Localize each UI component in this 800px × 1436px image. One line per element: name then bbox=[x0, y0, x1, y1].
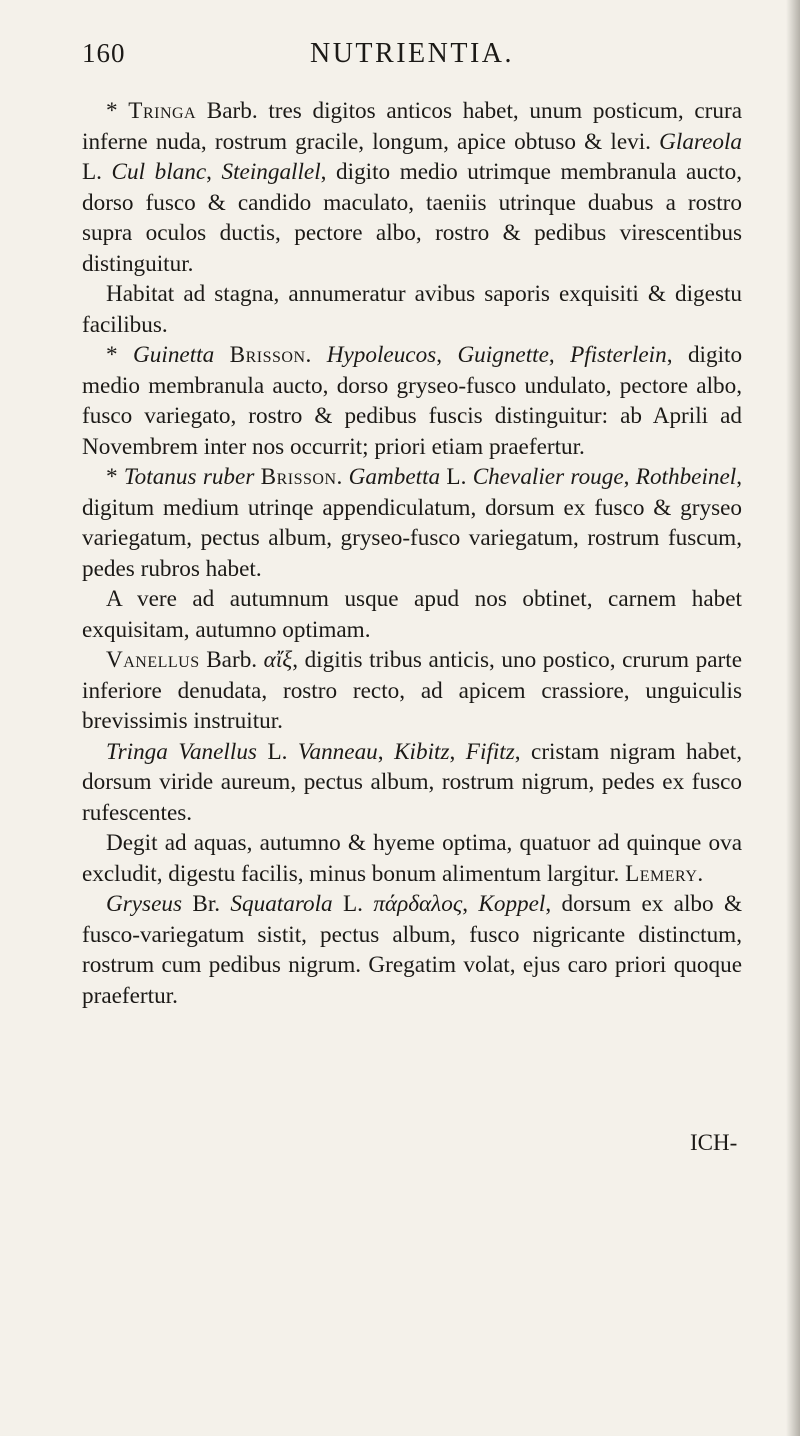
page-header bbox=[82, 38, 742, 78]
paragraph-vanellus: Vanellus Barb. αἴξ, digitis tribus anticis, uno postico, crurum parte inferiore denudata, rostro recto, ad apicem crassiore, unguiculis brevissimis instruitur. bbox=[82, 647, 743, 734]
paragraph-habitat: Habitat ad stagna, annumeratur avibus saporis exquisiti & digestu facilibus. bbox=[82, 281, 742, 338]
body-text bbox=[82, 96, 742, 1011]
running-title: NUTRIENTIA. bbox=[309, 38, 515, 69]
paragraph-gryseus: Gryseus Br. Squatarola L. πάρδαλος, Koppel, dorsum ex albo & fusco-variegatum sistit, pectus album, fusco nigricante distinctum, rostrum cum pedibus nigrum. Gregatim volat, ejus caro priori quoque praefertur. bbox=[82, 891, 742, 1009]
paragraph-tringa-vanellus: Tringa Vanellus L. Vanneau, Kibitz, Fifitz, cristam nigram habet, dorsum viride aureum, pectus album, rostrum nigrum, pedes ex fusco rufescentes. bbox=[82, 738, 742, 826]
paragraph-tringa: * Tringa Barb. tres digitos anticos habet, unum posticum, crura inferne nuda, rostrum gracile, longum, apice obtuso & levi. Glareola L. Cul blanc, Steingallel, digito medio utrimque membranula aucto, dorso fusco & candido maculato, taeniis utrinque duabus a rostro supra oculos ductis, pectore albo, rostro & pedibus virescentibus distinguitur. bbox=[82, 98, 743, 277]
paragraph-guinetta: * Guinetta Brisson. Hypoleucos, Guignette, Pfisterlein, digito medio membranula aucto, dorso gryseo-fusco undulato, pectore albo, fusco variegato, rostro & pedibus fuscis distinguitur: ab Aprili ad Novembrem inter nos occurrit; priori etiam praefertur. bbox=[82, 342, 743, 460]
page-edge-shadow bbox=[786, 0, 800, 1436]
paragraph-totanus: * Totanus ruber Brisson. Gambetta L. Chevalier rouge, Rothbeinel, digitum medium utrinqe appendiculatum, dorsum ex fusco & gryseo variegatum, pectus album, gryseo-fusco variegatum, rostrum fuscum, pedes rubros habet. bbox=[82, 464, 743, 582]
paragraph-degit: Degit ad aquas, autumno & hyeme optima, quatuor ad quinque ova excludit, digestu facilis, minus bonum alimentum largitur. Lemery. bbox=[82, 830, 742, 887]
page-number: 160 bbox=[82, 38, 126, 68]
paragraph-vere: A vere ad autumnum usque apud nos obtinet, carnem habet exquisitam, autumno optimam. bbox=[82, 586, 742, 643]
catchword: ICH- bbox=[690, 1130, 738, 1155]
